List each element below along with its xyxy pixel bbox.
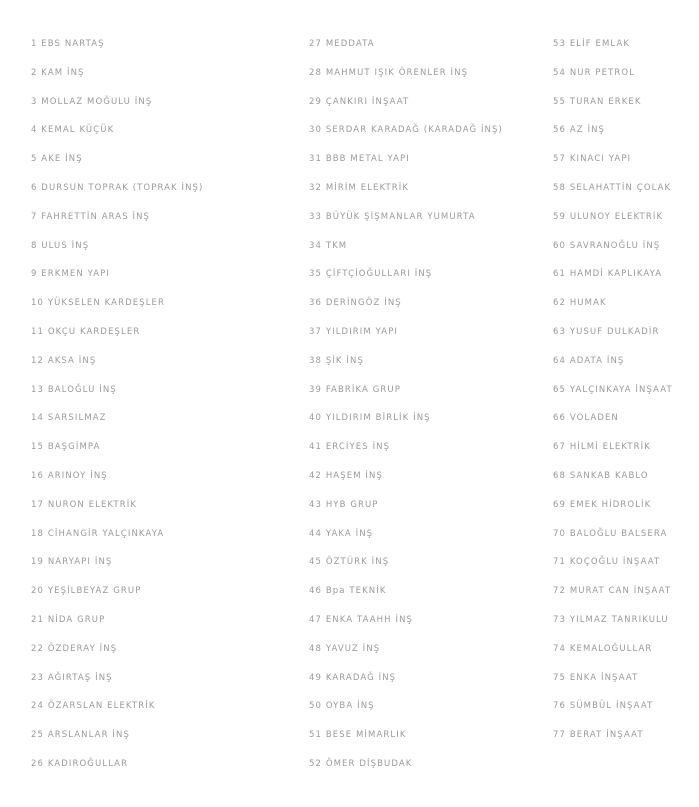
list-item: 21 NİDA GRUP <box>31 614 106 625</box>
list-item: 46 Bpa TEKNİK <box>309 586 387 597</box>
list-item: 61 HAMDİ KAPLIKAYA <box>553 269 663 280</box>
list-item: 41 ERCİYES İNŞ <box>309 442 391 453</box>
list-item: 20 YEŞİLBEYAZ GRUP <box>31 586 142 597</box>
list-item: 69 EMEK HİDROLİK <box>553 499 652 510</box>
list-item: 22 ÖZDERAY İNŞ <box>31 643 118 654</box>
list-item: 66 VOLADEN <box>553 413 619 424</box>
list-item: 36 DERİNGÖZ İNŞ <box>309 298 402 309</box>
list-item: 63 YUSUF DULKADİR <box>553 326 660 337</box>
list-item: 40 YILDIRIM BİRLİK İNŞ <box>309 413 431 424</box>
list-item: 2 KAM İNŞ <box>31 67 85 78</box>
list-item: 18 CİHANGİR YALÇINKAYA <box>31 528 165 539</box>
list-item: 29 ÇANKIRI İNŞAAT <box>309 96 410 107</box>
list-item: 37 YILDIRIM YAPI <box>309 326 399 337</box>
list-item: 43 HYB GRUP <box>309 499 379 510</box>
list-item: 50 OYBA İNŞ <box>309 701 375 712</box>
list-item: 74 KEMALOĞULLAR <box>553 643 653 654</box>
list-item: 4 KEMAL KÜÇÜK <box>31 125 115 136</box>
list-item: 19 NARYAPI İNŞ <box>31 557 113 568</box>
list-item: 75 ENKA İNŞAAT <box>553 672 639 683</box>
list-item: 26 KADIROĞULLAR <box>31 758 129 769</box>
list-item: 54 NUR PETROL <box>553 67 636 78</box>
list-item: 28 MAHMUT IŞIK ÖRENLER İNŞ <box>309 67 469 78</box>
list-item: 27 MEDDATA <box>309 39 375 49</box>
list-item: 76 SÜMBÜL İNŞAAT <box>553 701 654 712</box>
list-column-1 <box>31 33 291 782</box>
list-item: 53 ELİF EMLAK <box>553 39 631 49</box>
list-column-2 <box>309 33 539 782</box>
list-item: 72 MURAT CAN İNŞAAT <box>553 586 672 597</box>
list-item: 25 ARSLANLAR İNŞ <box>31 730 130 741</box>
list-item: 6 DURSUN TOPRAK (TOPRAK İNŞ) <box>31 182 204 193</box>
list-item: 57 KINACI YAPI <box>553 154 632 165</box>
list-item: 49 KARADAĞ İNŞ <box>309 672 397 683</box>
list-item: 8 ULUS İNŞ <box>31 240 90 251</box>
list-item: 39 FABRİKA GRUP <box>309 384 401 395</box>
list-item: 44 YAKA İNŞ <box>309 528 374 539</box>
list-item: 51 BESE MİMARLIK <box>309 730 407 741</box>
list-item: 70 BALOĞLU BALSERA <box>553 528 668 539</box>
list-column-3 <box>553 33 699 753</box>
list-item: 13 BALOĞLU İNŞ <box>31 384 117 395</box>
list-item: 31 BBB METAL YAPI <box>309 154 410 165</box>
list-item: 10 YÜKSELEN KARDEŞLER <box>31 298 166 309</box>
list-item: 34 TKM <box>309 240 348 251</box>
list-item: 33 BÜYÜK ŞİŞMANLAR YUMURTA <box>309 211 476 222</box>
list-item: 68 SANKAB KABLO <box>553 470 649 481</box>
list-item: 30 SERDAR KARADAĞ (KARADAĞ İNŞ) <box>309 125 503 136</box>
list-item: 42 HAŞEM İNŞ <box>309 470 383 481</box>
list-item: 17 NURON ELEKTRİK <box>31 499 138 510</box>
list-item: 38 ŞİK İNŞ <box>309 355 364 366</box>
list-item: 9 ERKMEN YAPI <box>31 269 111 280</box>
list-item: 23 AĞIRTAŞ İNŞ <box>31 672 113 683</box>
list-item: 55 TURAN ERKEK <box>553 96 642 107</box>
list-item: 56 AZ İNŞ <box>553 125 606 136</box>
list-item: 60 SAVRANOĞLU İNŞ <box>553 240 661 251</box>
list-item: 32 MİRİM ELEKTRİK <box>309 182 410 193</box>
list-item: 5 AKE İNŞ <box>31 154 83 165</box>
list-item: 15 BAŞGİMPA <box>31 442 101 453</box>
list-item: 3 MOLLAZ MOĞULU İNŞ <box>31 96 153 107</box>
list-item: 11 OKÇU KARDEŞLER <box>31 326 141 337</box>
list-item: 62 HUMAK <box>553 298 607 309</box>
list-item: 45 ÖZTÜRK İNŞ <box>309 557 390 568</box>
list-item: 52 ÖMER DİŞBUDAK <box>309 758 413 769</box>
list-item: 14 SARSILMAZ <box>31 413 107 424</box>
list-item: 67 HİLMİ ELEKTRİK <box>553 442 651 453</box>
list-item: 59 ULUNOY ELEKTRİK <box>553 211 664 222</box>
list-item: 65 YALÇINKAYA İNŞAAT <box>553 384 673 395</box>
list-item: 16 ARINOY İNŞ <box>31 470 108 481</box>
list-item: 47 ENKA TAAHH İNŞ <box>309 614 414 625</box>
list-item: 24 ÖZARSLAN ELEKTRİK <box>31 701 156 712</box>
list-item: 35 ÇİFTÇİOĞULLARI İNŞ <box>309 269 433 280</box>
list-item: 73 YILMAZ TANRIKULU <box>553 614 669 625</box>
list-item: 12 AKSA İNŞ <box>31 355 97 366</box>
list-item: 71 KOÇOĞLU İNŞAAT <box>553 557 661 568</box>
list-item: 58 SELAHATTİN ÇOLAK <box>553 182 672 193</box>
list-item: 48 YAVUZ İNŞ <box>309 643 381 654</box>
list-item: 64 ADATA İNŞ <box>553 355 625 366</box>
list-item: 7 FAHRETTİN ARAS İNŞ <box>31 211 151 222</box>
list-item: 77 BERAT İNŞAAT <box>553 730 644 741</box>
list-item: 1 EBS NARTAŞ <box>31 39 105 49</box>
